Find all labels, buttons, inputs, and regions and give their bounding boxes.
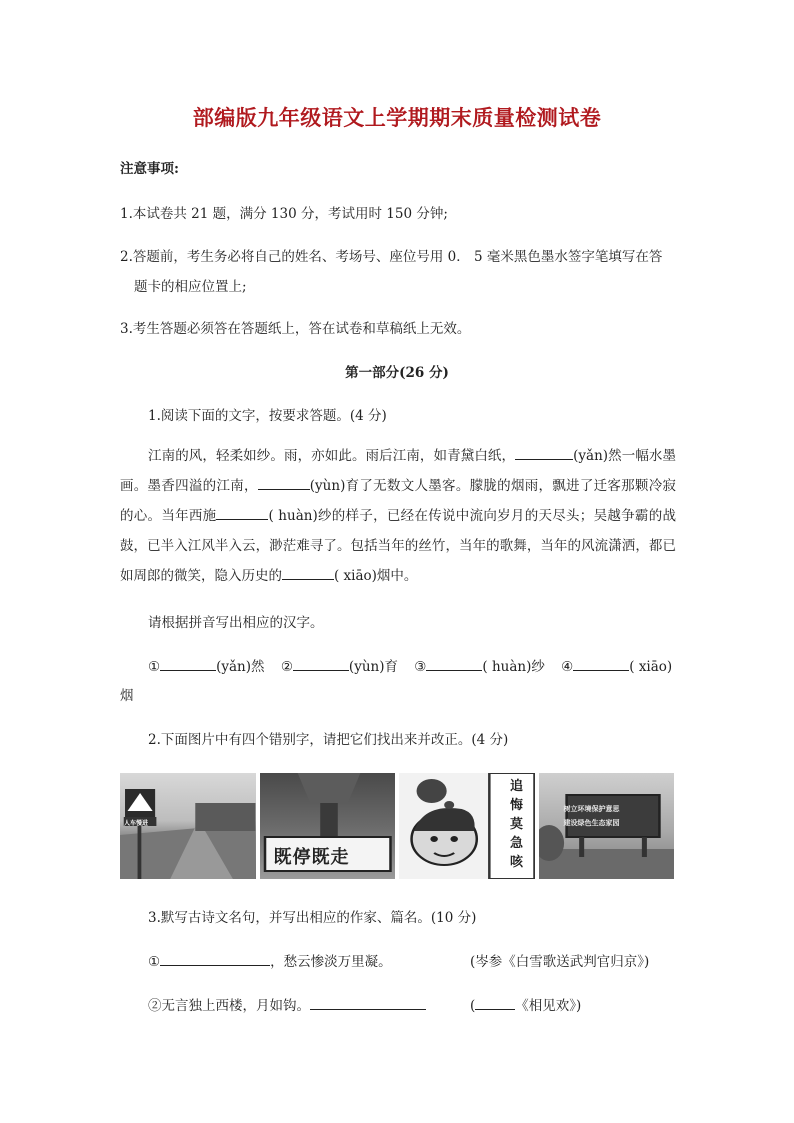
question-1-prompt: 1.阅读下面的文字，按要求答题。(4 分)	[148, 408, 387, 424]
answer-blank[interactable]	[426, 658, 482, 671]
passage-text: (yǎn)然一幅水墨画。墨香四溢的江南，	[120, 448, 677, 494]
question-3-line-2: ②无言独上西楼，月如钩。	[148, 994, 426, 1014]
billboard-line-1: 树立环境保护意思	[563, 805, 620, 813]
question-3-prompt: 3.默写古诗文名句，并写出相应的作家、篇名。(10 分)	[148, 910, 477, 926]
sign-text-2: 既停既走	[273, 847, 350, 868]
section-heading: 第一部分(26 分)	[345, 365, 449, 381]
notice-item-2: 2.答题前，考生务必将自己的姓名、考场号、座位号用 0． 5 毫米黑色墨水签字笔填写在答	[120, 249, 663, 265]
error-photos	[120, 773, 674, 879]
passage-text: (yùn)育了无数文人墨客。朦胧的烟雨，飘进了迁客那颗冷寂的心。当年西施	[120, 478, 676, 524]
photo-billboard	[539, 773, 675, 879]
page-title: 部编版九年级语文上学期期末质量检测试卷	[192, 105, 602, 130]
passage-text: ( xiāo)烟中。	[334, 568, 418, 584]
answer-3: ③ ( huàn)纱	[414, 659, 545, 675]
question-1-answers	[148, 655, 674, 675]
notice-item-2-cont: 题卡的相应位置上;	[134, 279, 247, 295]
answer-blank[interactable]	[293, 658, 349, 671]
photo-cartoon	[399, 773, 535, 879]
answer-blank[interactable]	[573, 658, 629, 671]
answer-2: ② (yùn)育	[280, 659, 398, 675]
sign-text-1: 人车慢进	[124, 820, 149, 827]
answers-tail: 烟	[120, 688, 134, 704]
notice-item-1: 1.本试卷共 21 题，满分 130 分，考试用时 150 分钟;	[120, 206, 448, 222]
notice-heading: 注意事项:	[120, 161, 179, 177]
question-3-source-1: (岑参《白雪歌送武判官归京》)	[470, 954, 650, 970]
photo-stop-sign	[260, 773, 396, 879]
vertical-sign: 追 悔 莫 急 咳	[509, 779, 523, 870]
passage-text: ( huàn)纱的样子，已经在传说中流向岁月的天尽头；吴越争霸的战鼓，已半入江风半入云，渺茫难寻了。包括当年的丝竹，当年的歌舞，当年的风流潇洒，都已如周郎的微笑，隐入历史的	[120, 508, 676, 584]
answer-4: ④ ( xiāo)	[561, 659, 673, 675]
question-2-prompt: 2.下面图片中有四个错别字，请把它们找出来并改正。(4 分)	[148, 732, 509, 748]
question-3-source-2: ( 《相见欢》)	[470, 998, 582, 1014]
passage-blank[interactable]	[282, 567, 334, 580]
passage-text: 江南的风，轻柔如纱。雨，亦如此。雨后江南，如青黛白纸，	[148, 448, 516, 464]
answer-1: ① (yǎn)然	[148, 659, 265, 675]
notice-item-3: 3.考生答题必须答在答题纸上，答在试卷和草稿纸上无效。	[120, 321, 471, 337]
question-1-instruction: 请根据拼音写出相应的汉字。	[148, 615, 324, 631]
question-3-line-1: ① ，愁云惨淡万里凝。	[148, 954, 392, 970]
passage-blank[interactable]	[515, 447, 573, 460]
poem-blank-1[interactable]	[160, 953, 270, 966]
author-blank[interactable]	[475, 997, 515, 1010]
question-1-passage	[120, 441, 676, 591]
passage-blank[interactable]	[258, 477, 310, 490]
billboard-line-2: 建设绿色生态家园	[563, 819, 620, 827]
passage-blank[interactable]	[216, 507, 268, 520]
poem-blank-2[interactable]	[310, 997, 426, 1010]
photo-road-sign	[120, 773, 256, 879]
answer-blank[interactable]	[160, 658, 216, 671]
